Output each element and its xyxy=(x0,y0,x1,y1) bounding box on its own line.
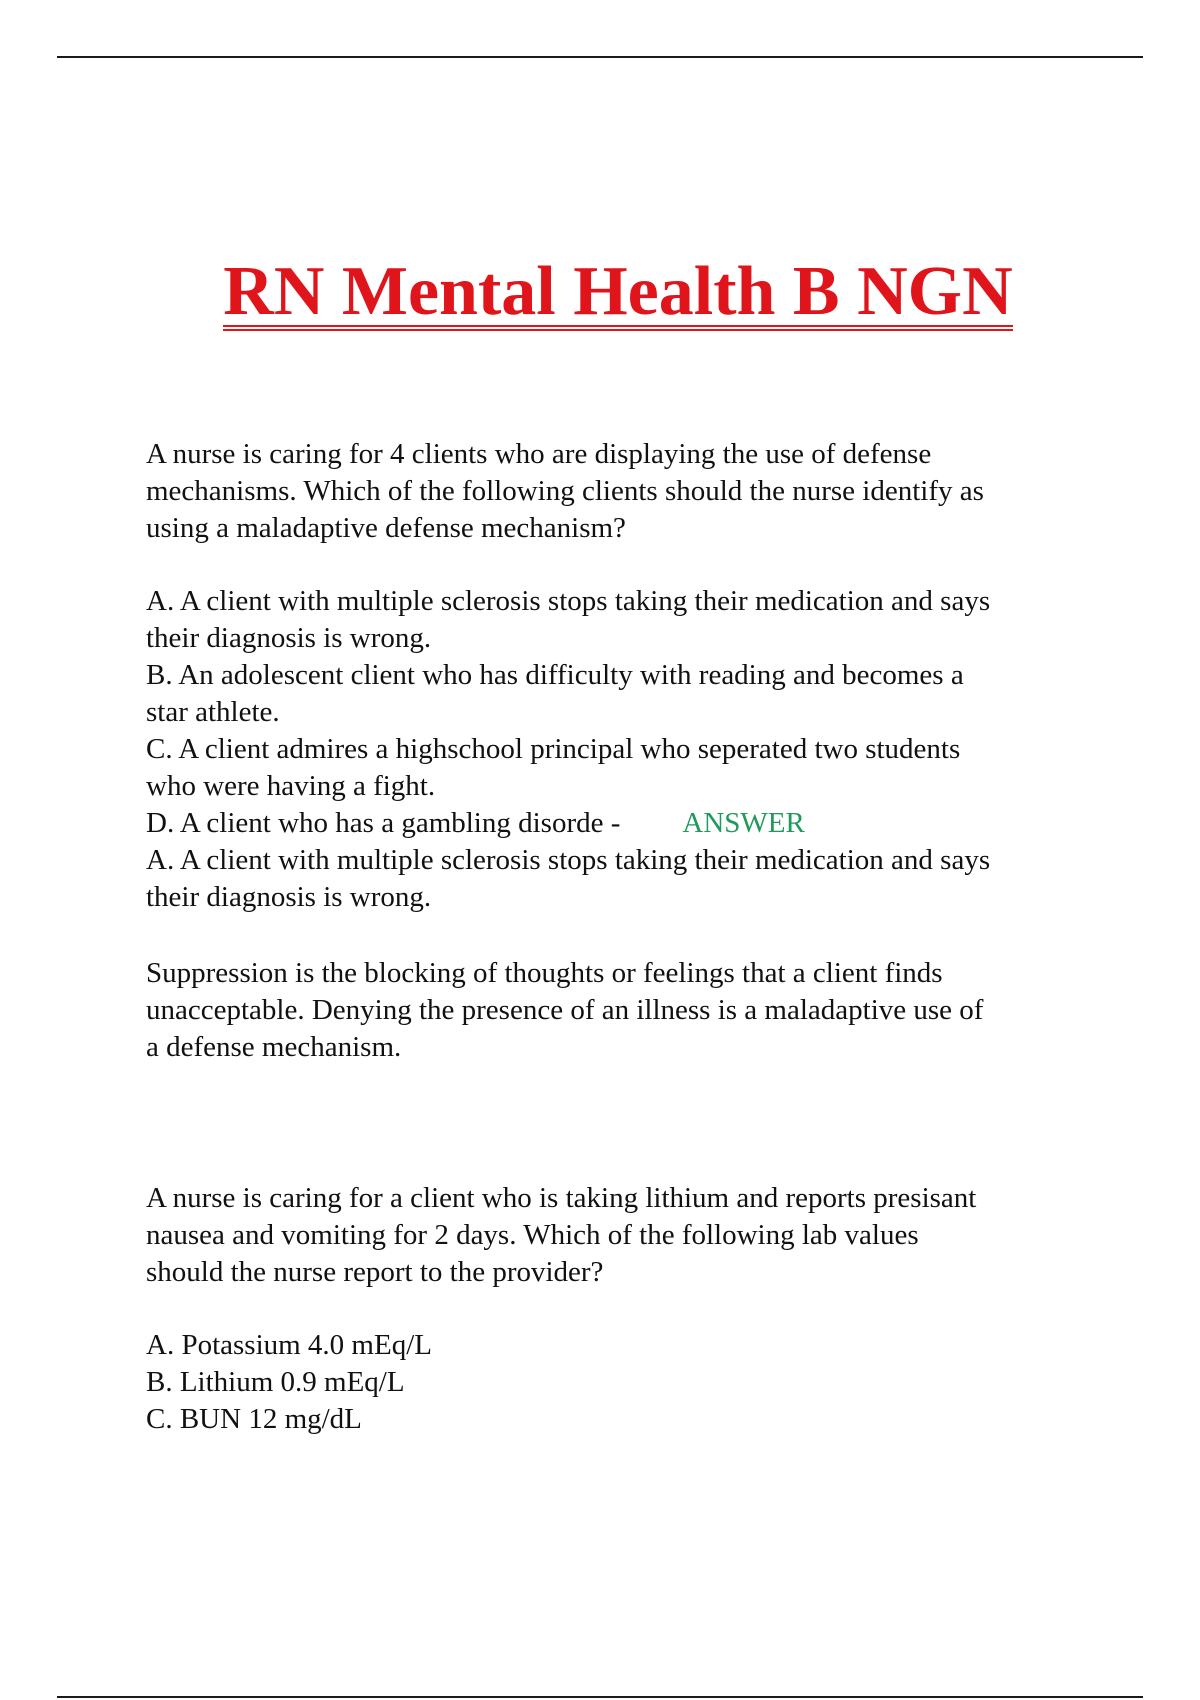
question-2-option-c: C. BUN 12 mg/dL xyxy=(146,1403,362,1435)
question-1-answer xyxy=(146,842,1096,916)
footer-rule xyxy=(57,1696,1143,1698)
question-2-option-b: B. Lithium 0.9 mEq/L xyxy=(146,1366,405,1398)
question-1-stem-line: mechanisms. Which of the following clients should the nurse identify as xyxy=(146,475,984,507)
question-1-option-b-cont: star athlete. xyxy=(146,696,280,728)
question-1-option-d: D. A client who has a gambling disorde - xyxy=(146,807,621,839)
question-2-stem-line: A nurse is caring for a client who is taking lithium and reports presisant xyxy=(146,1182,977,1214)
answer-label: ANSWER xyxy=(682,807,805,839)
question-1-answer-line: their diagnosis is wrong. xyxy=(146,881,432,913)
question-1-stem-line: A nurse is caring for 4 clients who are displaying the use of defense xyxy=(146,438,932,470)
question-1-rationale xyxy=(146,955,1096,1066)
question-1-option-a-cont: their diagnosis is wrong. xyxy=(146,622,432,654)
question-1-options xyxy=(146,583,1096,842)
document-title-text: RN Mental Health B NGN xyxy=(223,253,1013,330)
question-1-rationale-line: unacceptable. Denying the presence of an illness is a maladaptive use of xyxy=(146,994,984,1026)
question-1-stem-line: using a maladaptive defense mechanism? xyxy=(146,512,626,544)
question-1-option-c-cont: who were having a fight. xyxy=(146,770,436,802)
question-2-stem-line: should the nurse report to the provider? xyxy=(146,1256,604,1288)
question-2-options xyxy=(146,1327,1096,1438)
question-2-option-a: A. Potassium 4.0 mEq/L xyxy=(146,1329,432,1361)
question-2-stem-line: nausea and vomiting for 2 days. Which of the following lab values xyxy=(146,1219,919,1251)
question-1-rationale-line: a defense mechanism. xyxy=(146,1031,402,1063)
question-1-option-b: B. An adolescent client who has difficulty with reading and becomes a xyxy=(146,659,964,691)
document-title xyxy=(0,252,1200,332)
question-1-option-a: A. A client with multiple sclerosis stops taking their medication and says xyxy=(146,585,991,617)
question-1-answer-line: A. A client with multiple sclerosis stops taking their medication and says xyxy=(146,844,991,876)
question-1-option-d-line xyxy=(146,805,1096,842)
question-2-stem xyxy=(146,1180,1096,1291)
question-1-stem xyxy=(146,436,1096,547)
question-1-rationale-line: Suppression is the blocking of thoughts or feelings that a client finds xyxy=(146,957,943,989)
question-1-option-c: C. A client admires a highschool principal who seperated two students xyxy=(146,733,961,765)
header-rule xyxy=(57,56,1143,58)
